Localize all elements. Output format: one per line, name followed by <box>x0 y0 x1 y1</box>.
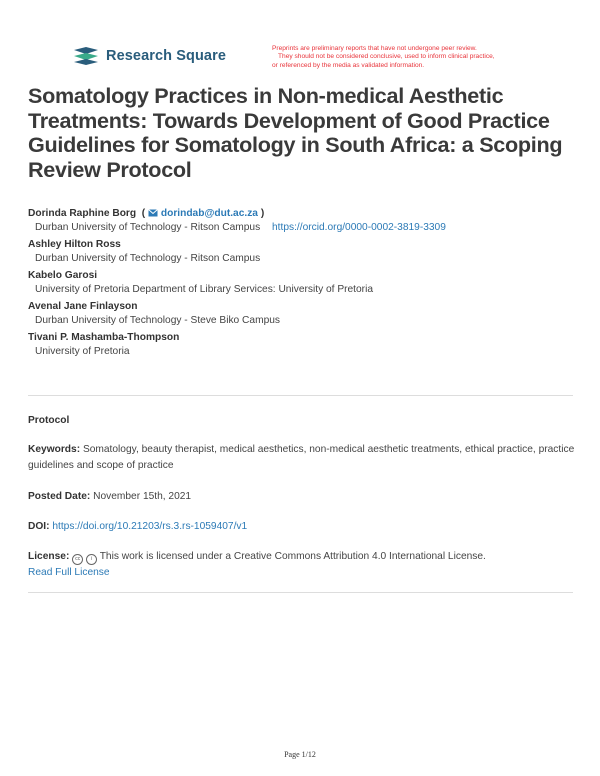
author-block <box>28 300 588 331</box>
author-name: Avenal Jane Finlayson <box>28 301 138 312</box>
license <box>28 549 578 581</box>
author-block <box>28 331 588 362</box>
notice-line: They should not be considered conclusive, used to inform clinical practice, <box>278 53 495 61</box>
author-affiliation: University of Pretoria <box>35 346 130 357</box>
author-name: Tivani P. Mashamba-Thompson <box>28 332 180 343</box>
license-text: This work is licensed under a Creative Commons Attribution 4.0 International License. <box>99 551 486 562</box>
posted-date <box>28 489 578 505</box>
paper-title: Somatology Practices in Non-medical Aesthetic Treatments: Towards Development of Good Practice Guidelines for Somatology in South Africa: a Scoping Review Protocol <box>28 83 563 182</box>
by-icon: i <box>86 554 97 565</box>
read-full-license-link[interactable]: Read Full License <box>28 567 110 578</box>
author-affiliation <box>35 221 588 238</box>
orcid-link[interactable]: https://orcid.org/0000-0002-3819-3309 <box>272 222 446 233</box>
author-block <box>28 269 588 300</box>
doi-label: DOI: <box>28 521 50 532</box>
author-name: Kabelo Garosi <box>28 270 98 281</box>
license-label: License: <box>28 551 70 562</box>
keywords-value: Somatology, beauty therapist, medical aesthetics, non-medical aesthetic treatments, ethical practice, practice guidelines and scope of practice <box>28 444 575 471</box>
divider <box>28 395 573 396</box>
divider <box>28 592 573 593</box>
author-affiliation: Durban University of Technology - Steve Biko Campus <box>35 315 280 326</box>
posted-date-value: November 15th, 2021 <box>93 491 192 502</box>
author-affiliation: University of Pretoria Department of Library Services: University of Pretoria <box>35 284 374 295</box>
doi <box>28 519 578 535</box>
cc-icon: cc <box>72 554 83 565</box>
author-email-link[interactable]: dorindab@dut.ac.za <box>160 208 258 219</box>
logo-text: Research Square <box>106 48 226 64</box>
research-square-logo[interactable] <box>73 46 226 66</box>
doi-link[interactable]: https://doi.org/10.21203/rs.3.rs-1059407/v1 <box>52 521 248 532</box>
notice-line: Preprints are preliminary reports that have not undergone peer review. <box>272 45 477 52</box>
research-square-logo-icon <box>73 46 99 66</box>
affiliation-text: Durban University of Technology - Ritson Campus <box>35 222 261 233</box>
author-list <box>28 207 588 362</box>
author-block <box>28 207 588 238</box>
keywords-label: Keywords: <box>28 444 81 455</box>
author-affiliation: Durban University of Technology - Ritson Campus <box>35 253 261 264</box>
author-name-text: Dorinda Raphine Borg <box>28 208 137 219</box>
author-block <box>28 238 588 269</box>
mail-icon <box>148 209 158 217</box>
author-name: Ashley Hilton Ross <box>28 239 121 250</box>
preprint-notice <box>272 45 552 70</box>
page-number: Page 1/12 <box>284 750 316 759</box>
keywords <box>28 442 578 473</box>
article-type: Protocol <box>28 415 70 426</box>
notice-line: or referenced by the media as validated information. <box>272 61 425 69</box>
author-name: Dorinda Raphine Borg ( dorindab@dut.ac.za ) <box>28 208 265 219</box>
posted-date-label: Posted Date: <box>28 491 91 502</box>
